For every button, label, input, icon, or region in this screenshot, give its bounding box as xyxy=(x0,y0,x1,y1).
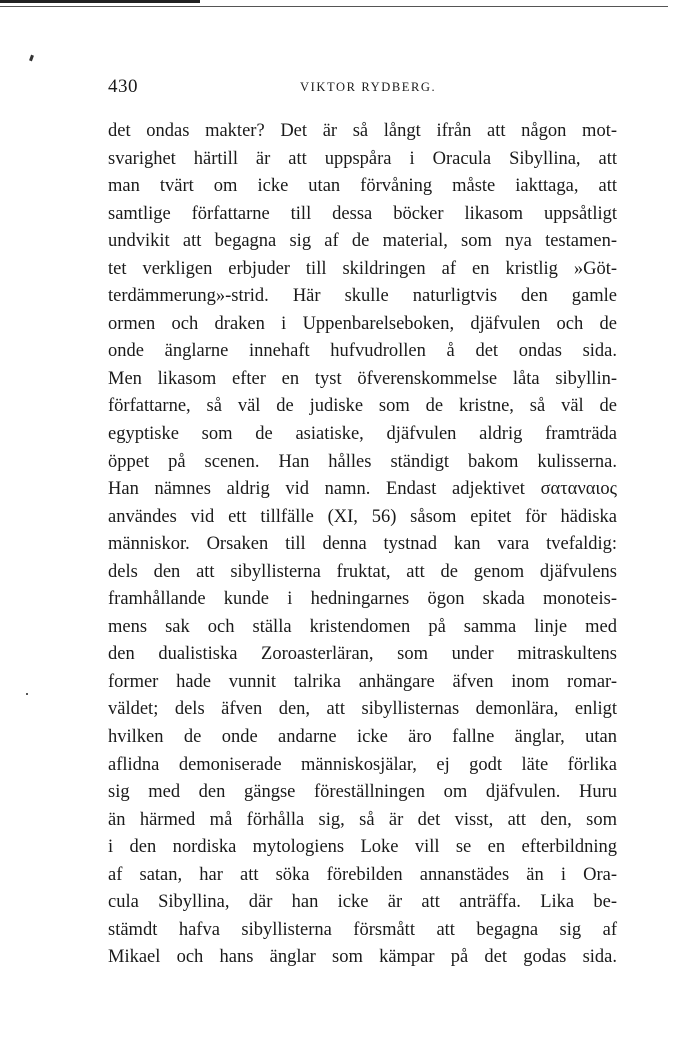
page-header xyxy=(108,76,618,100)
text-line: terdämmerung»-strid. Här skulle naturligtvis den gamle xyxy=(108,286,617,307)
text-line: dels den att sibyllisterna fruktat, att de genom djäfvulens xyxy=(108,561,617,582)
text-line: Men likasom efter en tyst öfverenskommelse låta sibyllin- xyxy=(108,368,617,389)
text-line: än härmed må förhålla sig, så är det visst, att den, som xyxy=(108,809,617,830)
text-line: onde änglarne innehaft hufvudrollen å det ondas sida. xyxy=(108,341,617,362)
margin-mark xyxy=(29,55,34,62)
text-line: Mikael och hans änglar som kämpar på det godas sida. xyxy=(108,947,617,968)
text-line: hvilken de onde andarne icke äro fallne änglar, utan xyxy=(108,727,617,748)
text-line: väldet; dels äfven den, att sibyllisternas demonlära, enligt xyxy=(108,699,617,720)
text-line: former hade vunnit talrika anhängare äfven inom romar- xyxy=(108,671,617,692)
text-line: aflidna demoniserade människosjälar, ej godt läte förlika xyxy=(108,754,617,775)
text-line: Han nämnes aldrig vid namn. Endast adjektivet σαταναιος xyxy=(108,479,617,500)
text-line: författarne, så väl de judiske som de kristne, så väl de xyxy=(108,396,617,417)
text-line: samtlige författarne till dessa böcker likasom uppsåtligt xyxy=(108,203,617,224)
text-line: man tvärt om icke utan förvåning måste iakttaga, att xyxy=(108,176,617,197)
margin-speck xyxy=(26,693,28,695)
text-line: af satan, har att söka förebilden annanstädes än i Ora- xyxy=(108,864,617,885)
text-line: ormen och draken i Uppenbarelseboken, djäfvulen och de xyxy=(108,313,617,334)
text-line: sig med den gängse föreställningen om djäfvulen. Huru xyxy=(108,782,617,803)
text-line: mens sak och ställa kristendomen på samma linje med xyxy=(108,616,617,637)
body-text xyxy=(108,118,617,972)
top-rule xyxy=(0,6,668,7)
text-line: det ondas makter? Det är så långt ifrån att någon mot- xyxy=(108,121,617,141)
text-line: den dualistiska Zoroasterläran, som under mitraskultens xyxy=(108,644,617,665)
text-line: undvikit att begagna sig af de material, som nya testamen- xyxy=(108,231,617,252)
page-number: 430 xyxy=(108,76,138,97)
text-line: tet verkligen erbjuder till skildringen af en kristlig »Göt- xyxy=(108,258,617,279)
text-line: egyptiske som de asiatiske, djäfvulen aldrig framträda xyxy=(108,424,617,445)
text-line: framhållande kunde i hedningarnes ögon skada monoteis- xyxy=(108,589,617,610)
text-line: människor. Orsaken till denna tystnad kan vara tvefaldig: xyxy=(108,534,617,555)
top-edge-shadow xyxy=(0,0,200,3)
text-line: cula Sibyllina, där han icke är att anträffa. Lika be- xyxy=(108,892,617,913)
text-line: stämdt hafva sibyllisterna försmått att begagna sig af xyxy=(108,919,617,940)
text-line: i den nordiska mytologiens Loke vill se en efterbildning xyxy=(108,837,617,858)
running-head: VIKTOR RYDBERG. xyxy=(300,80,437,94)
text-line: användes vid ett tillfälle (XI, 56) såsom epitet för hädiska xyxy=(108,506,617,527)
text-line: svarighet härtill är att uppspåra i Oracula Sibyllina, att xyxy=(108,148,617,169)
text-line: öppet på scenen. Han hålles ständigt bakom kulisserna. xyxy=(108,451,617,472)
